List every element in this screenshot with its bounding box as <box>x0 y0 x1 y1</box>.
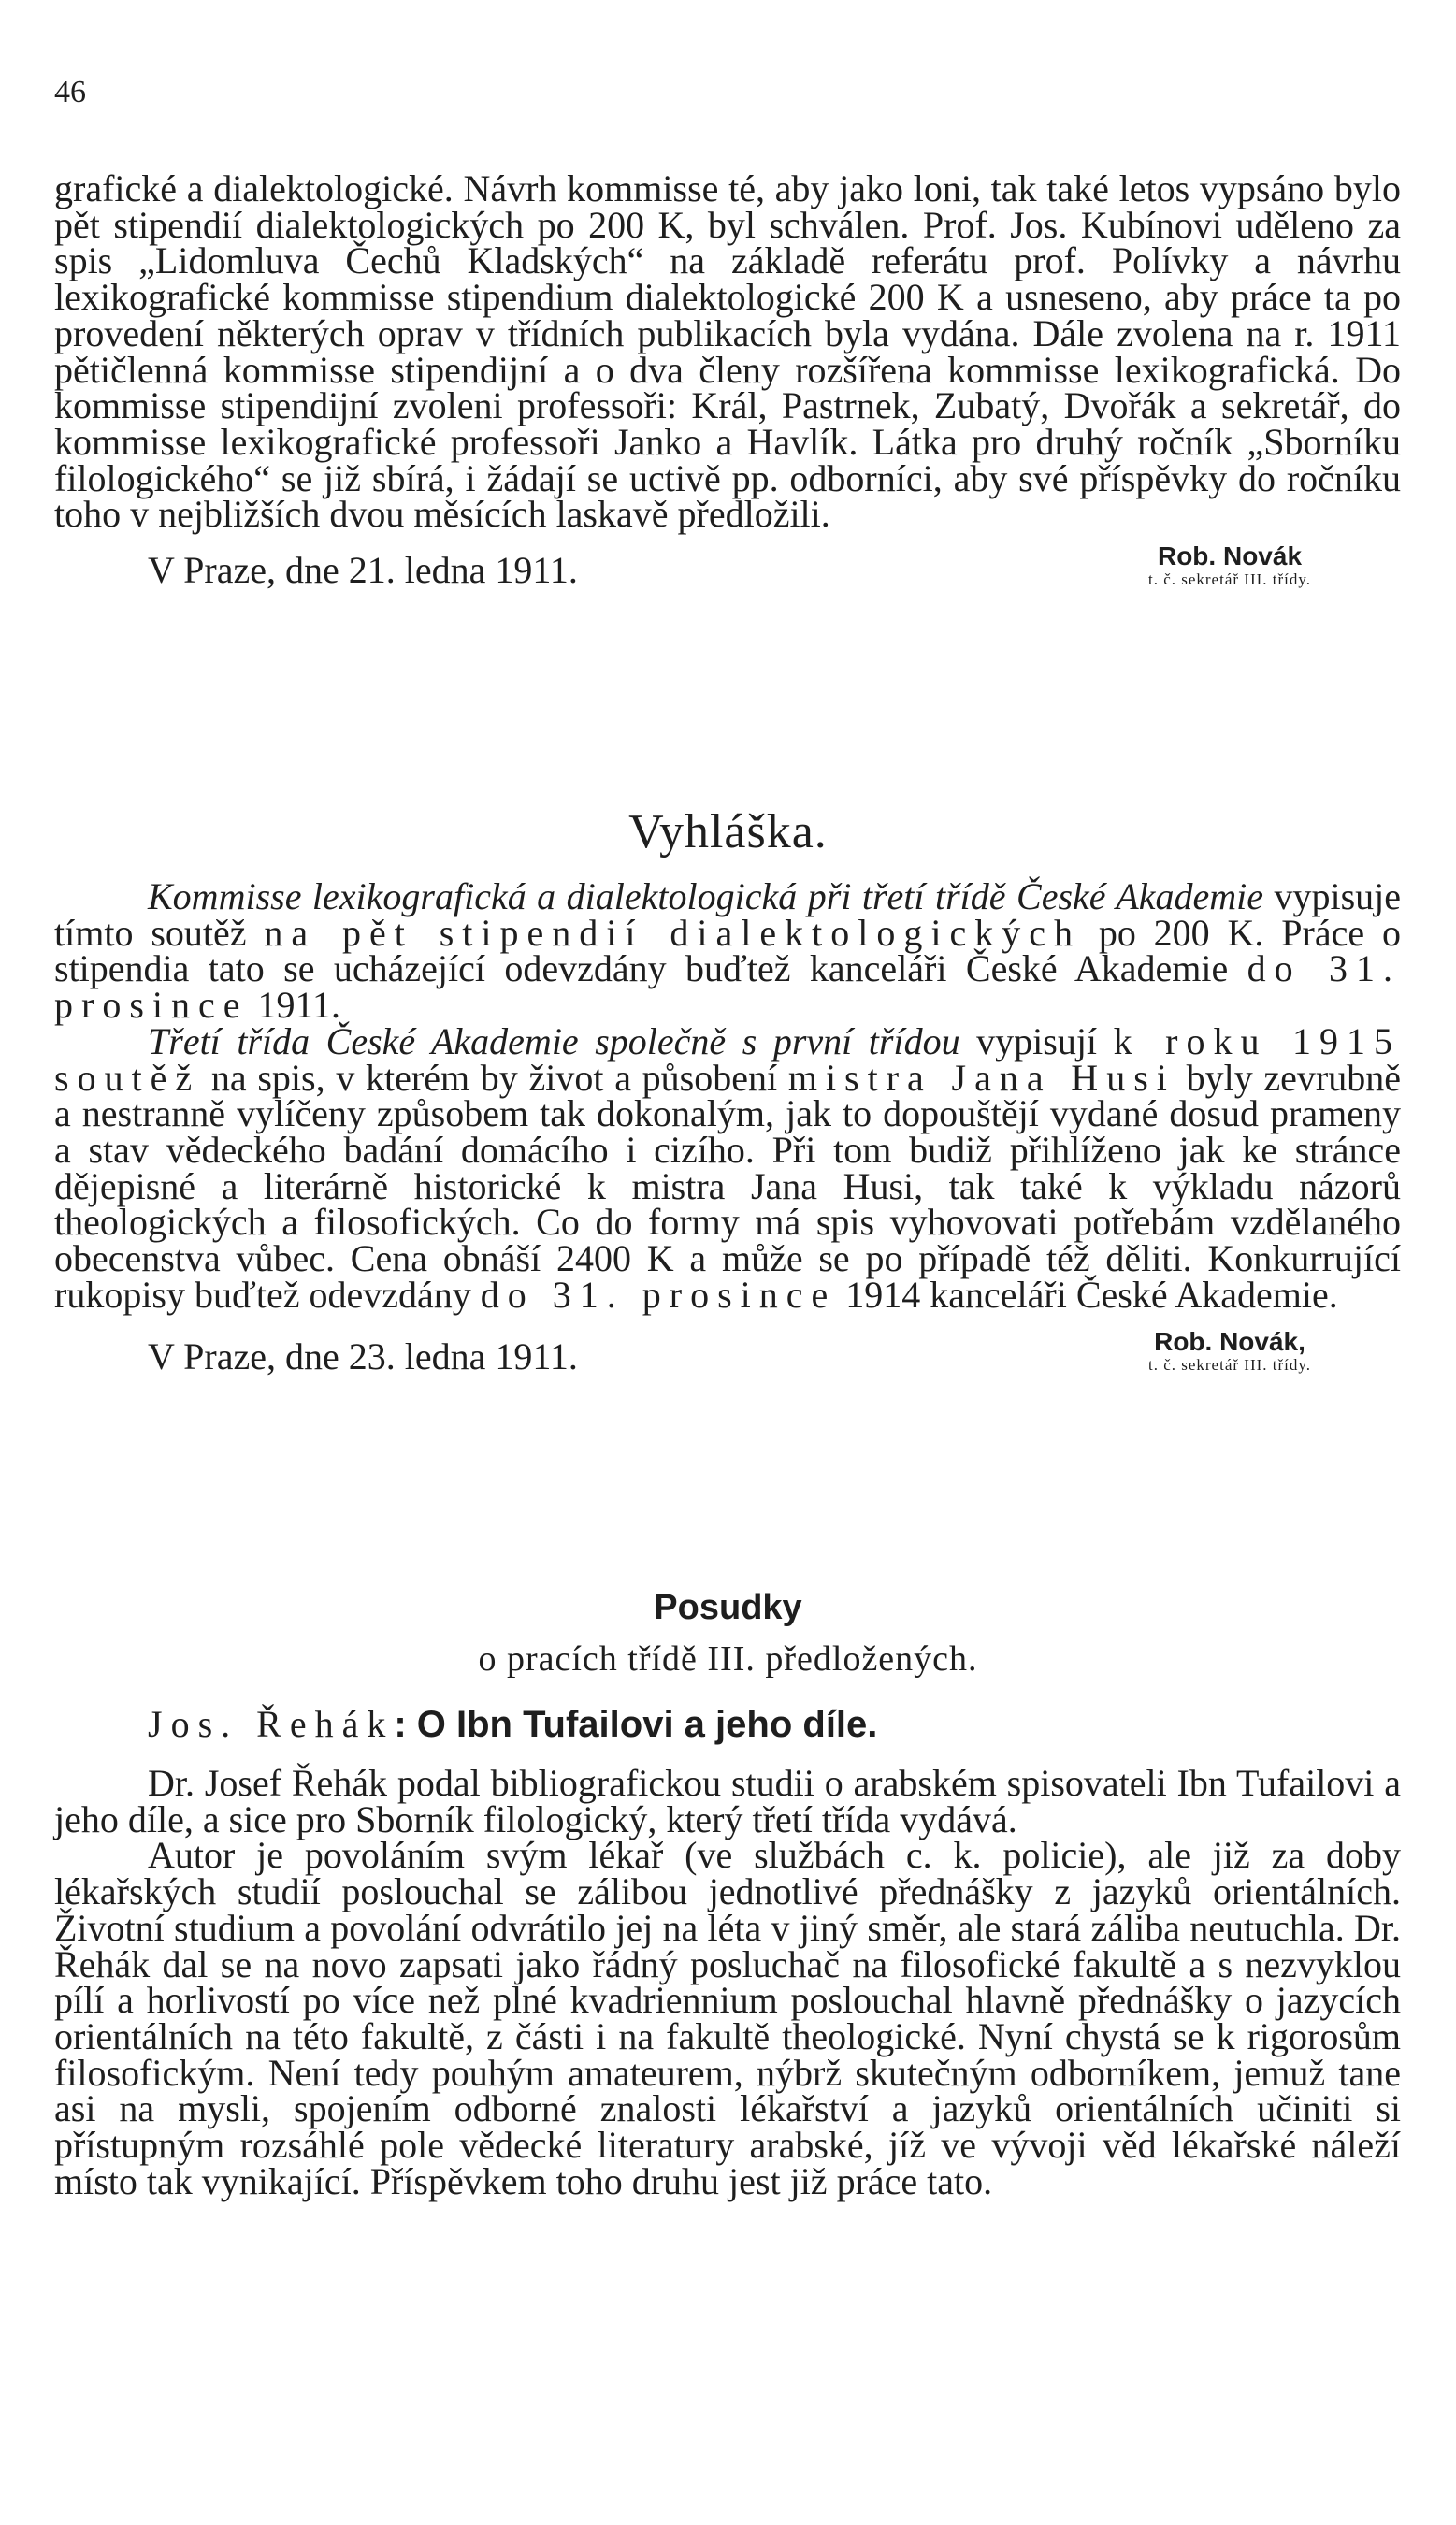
announcement-heading: Vyhláška. <box>628 805 828 858</box>
signature-name: Rob. Novák, <box>1154 1327 1305 1357</box>
review-body <box>54 1762 1401 2202</box>
review-paragraph-2: Autor je povoláním svým lékař (ve službách c. k. policie), ale již za doby lékařských studií poslouchal se zálibou jednotlivé přednášky z jazyků orientálních. Životní studium a povolání odvrátilo jej na léta v jiný směr, ale stará záliba neutuchla. Dr. Řehák dal se na novo zapsati jako řádný posluchač na filosofické fakultě a s nezvyklou pílí a horlivostí po více než plné kvadriennium poslouchal hlavně přednášky o jazycích orientálních na této fakultě, z části i na fakultě theologické. Nyní chystá se k rigorosům filosofickým. Není tedy pouhým amateurem, nýbrž skutečným odborníkem, jemuž tane asi na mysli, spojením odborné znalosti lékařství a jazyků orientálních učiniti si přístupným rozsáhlé pole vědecké literatury arabské, jíž ve vývoji věd lékařské náleží místo tak vynikající. Příspěvkem toho druhu jest již práce tato. <box>54 1834 1401 2202</box>
announcement-signature-line <box>54 1327 1401 1378</box>
review-paragraph-1: Dr. Josef Řehák podal bibliografickou studii o arabském spisovateli Ibn Tufailovi a jeho díle, a sice pro Sborník filologický, který třetí třída vydává. <box>54 1762 1401 1840</box>
signature-name: Rob. Novák <box>1157 541 1303 571</box>
reviews-heading: Posudky <box>654 1588 802 1627</box>
announcement-body <box>54 875 1402 1378</box>
review-work-title: : O Ibn Tufailovi a jeho díle. <box>394 1704 878 1745</box>
section-1-signature-line <box>54 541 1401 592</box>
announcement-paragraph-2: Třetí třída České Akademie společně s první třídou vypisují k roku 1915 soutěž na spis, v kterém by život a působení mistra Jana Husi byly zevrubně a nestranně vylíčeny způsobem tak dokonalým, jak to dopouštějí vydané dosud prameny a stav vědeckého badání domácího i cizího. Při tom budiž přihlíženo jak ke stránce dějepisné a literárně historické k mistra Jana Husi, tak také k výkladu názorů theologických a filosofických. Co do formy má spis vyhovovati potřebám vzdělaného obecenstva vůbec. Cena obnáší 2400 K a může se po případě též děliti. Konkurrující rukopisy buďtež odevzdány do 31. prosince 1914 kanceláři České Akademie. <box>54 1019 1401 1316</box>
section-1-place-date: V Praze, dne 21. ledna 1911. <box>148 549 578 592</box>
announcement-signature <box>1075 1328 1384 1375</box>
section-1-signature <box>1075 542 1384 589</box>
review-title <box>148 1702 877 1746</box>
section-1-paragraph: grafické a dialektologické. Návrh kommisse té, aby jako loni, tak také letos vypsáno bylo pět stipendií dialektologických po 200 K, byl schválen. Prof. Jos. Kubínovi uděleno za spis „Lidomluva Čechů Kladských“ na základě referátu prof. Polívky a návrhu lexikografické kommisse stipendium dialektologické 200 K a usneseno, aby práce ta po provedení některých oprav v třídních publikacích byla vydána. Dále zvolena na r. 1911 pětičlenná kommisse stipendijní a o dva členy rozšířena kommisse lexikografická. Do kommisse stipendijní zvoleni professoři: Král, Pastrnek, Zubatý, Dvořák a sekretář, do kommisse lexikografické professoři Janko a Havlík. Látka pro druhý ročník „Sborníku filologického“ se již sbírá, i žádají se uctivě pp. odborníci, aby své příspěvky do ročníku toho v nejbližších dvou měsících laskavě předložili. <box>54 167 1401 536</box>
signature-role: t. č. sekretář III. třídy. <box>1147 570 1312 589</box>
review-author: Jos. Řehák <box>148 1703 395 1745</box>
announcement-paragraph-1: Kommisse lexikografická a dialektologická při třetí třídě České Akademie vypisuje tímto soutěž na pět stipendií dialektologických po 200 K. Práce o stipendia tato se ucházející odevzdány buďtež kanceláři České Akademie do 31. prosince 1911. <box>54 875 1402 1027</box>
section-1 <box>54 167 1401 592</box>
announcement-place-date: V Praze, dne 23. ledna 1911. <box>148 1335 578 1378</box>
signature-role: t. č. sekretář III. třídy. <box>1147 1356 1312 1375</box>
page-number: 46 <box>54 75 86 109</box>
reviews-subheading: o pracích třídě III. předložených. <box>478 1639 978 1679</box>
